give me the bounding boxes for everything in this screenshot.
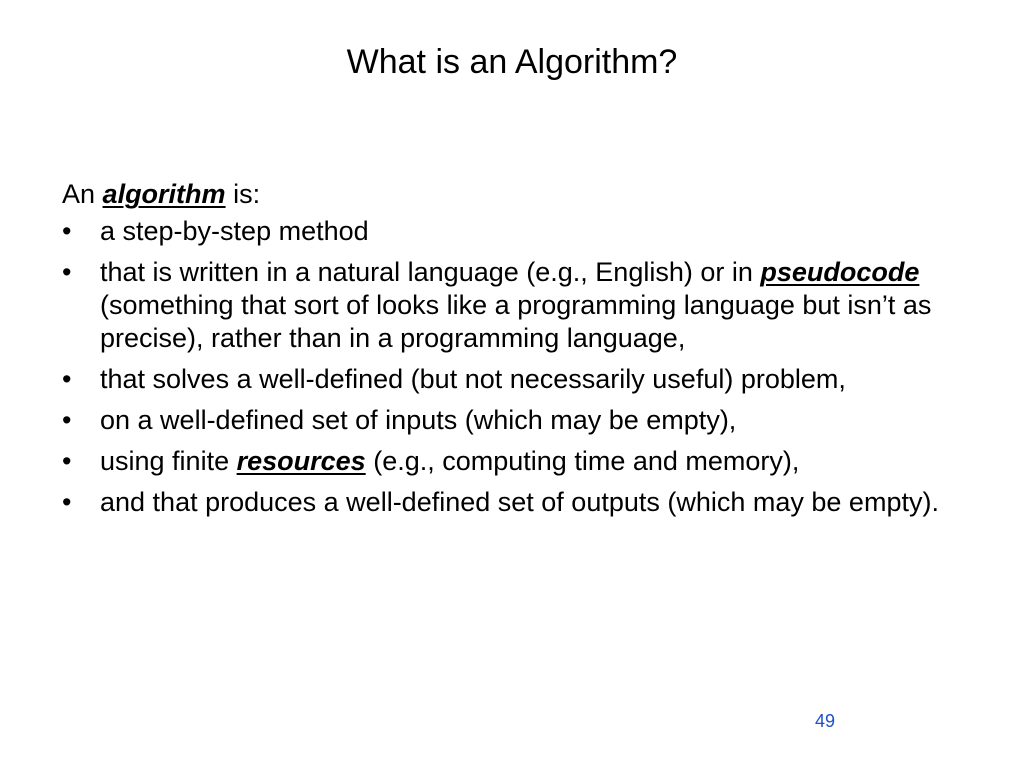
bullet-icon: • [62, 487, 72, 517]
page-number: 49 [814, 711, 836, 731]
bullet-text-before: that is written in a natural language (e.g., English) or in [100, 257, 753, 287]
bullet-text-after: (something that sort of looks like a programming language but isn’t as precise), rather than in a programming language, [100, 290, 932, 353]
bullet-icon: • [62, 257, 72, 287]
term-resources: resources [236, 446, 366, 476]
bullet-icon: • [62, 216, 72, 246]
bullet-text: that solves a well-defined (but not necessarily useful) problem, [100, 364, 846, 394]
slide-title: What is an Algorithm? [346, 43, 678, 81]
bullet-text-after: (e.g., computing time and memory), [373, 446, 800, 476]
bullet-item-3 [62, 363, 962, 396]
bullet-item-6 [62, 486, 962, 519]
bullet-text: on a well-defined set of inputs (which may be empty), [100, 405, 737, 435]
term-algorithm: algorithm [102, 179, 226, 209]
bullet-text: a step-by-step method [100, 216, 369, 246]
bullet-item-5 [62, 445, 962, 478]
bullet-item-4 [62, 404, 962, 437]
bullet-icon: • [62, 405, 72, 435]
intro-prefix: An [62, 179, 96, 209]
bullet-icon: • [62, 446, 72, 476]
intro-suffix: is: [233, 179, 261, 209]
bullet-text-before: using finite [100, 446, 230, 476]
intro-line [62, 178, 962, 211]
bullet-list [62, 215, 962, 519]
bullet-item-2 [62, 256, 962, 355]
bullet-icon: • [62, 364, 72, 394]
slide-body [62, 178, 962, 527]
term-pseudocode: pseudocode [760, 257, 920, 287]
bullet-item-1 [62, 215, 962, 248]
bullet-text: and that produces a well-defined set of outputs (which may be empty). [100, 487, 939, 517]
